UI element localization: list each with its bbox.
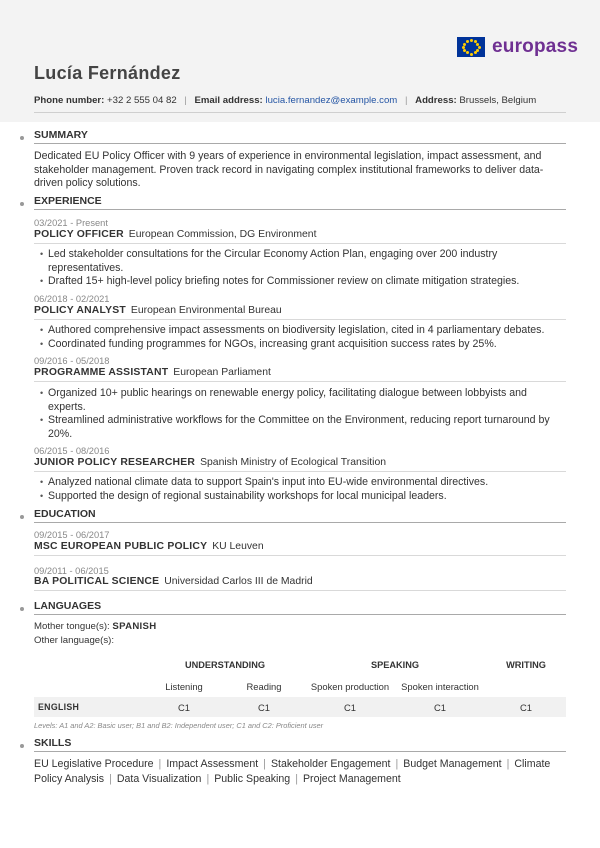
education-dates: 09/2015 - 06/2017	[34, 530, 110, 540]
skill-item: Project Management	[302, 772, 401, 785]
job-organization: European Environmental Bureau	[130, 305, 282, 316]
language-name: ENGLISH	[38, 702, 80, 712]
job-bullet: • Analyzed national climate data to support Spain's input into EU-wide environmental directives.	[40, 476, 489, 488]
section-bullet	[20, 515, 24, 519]
school-name: Universidad Carlos III de Madrid	[164, 576, 313, 587]
separator: |	[404, 95, 408, 106]
skills-list: EU Legislative Procedure | Impact Assessment | Stakeholder Engagement | Budget Management | Climate Policy Analysis | Data Visualization | Public Speaking | Project Management	[34, 758, 551, 785]
separator: |	[184, 95, 187, 106]
spoken-interaction-level: C1	[434, 702, 446, 713]
address-value: Brussels, Belgium	[459, 95, 537, 106]
job-role: PROGRAMME ASSISTANT	[34, 367, 169, 378]
job-title-row	[34, 229, 316, 240]
section-bullet	[20, 202, 24, 206]
section-divider	[34, 522, 566, 523]
writing-level: C1	[520, 702, 532, 713]
skill-item: Budget Management	[403, 758, 502, 770]
listening-header: Listening	[165, 681, 203, 692]
reading-level: C1	[258, 702, 270, 713]
address-label: Address:	[415, 95, 457, 106]
writing-header: WRITING	[506, 660, 546, 670]
education-title: EDUCATION	[34, 508, 96, 520]
phone-label: Phone number:	[34, 95, 105, 106]
degree-name: MSC EUROPEAN PUBLIC POLICY	[34, 541, 208, 552]
job-bullet: • Drafted 15+ high-level policy briefing notes for Commissioner review on climate mitigation strategies.	[40, 275, 520, 287]
speaking-header: SPEAKING	[371, 660, 419, 670]
section-bullet	[20, 744, 24, 748]
education-divider	[34, 555, 566, 556]
job-bullet: • Organized 10+ public hearings on renewable energy policy, facilitating dialogue between lobbyists and experts.	[40, 387, 527, 413]
skill-item: Climate Policy Analysis	[34, 758, 551, 785]
email-label: Email address:	[194, 95, 263, 106]
experience-title: EXPERIENCE	[34, 195, 102, 207]
education-divider	[34, 590, 566, 591]
job-dates: 06/2018 - 02/2021	[34, 294, 110, 304]
summary-title: SUMMARY	[34, 129, 88, 141]
skill-item: Impact Assessment	[166, 758, 259, 770]
education-title-row	[34, 541, 264, 552]
job-divider	[34, 471, 566, 472]
job-divider	[34, 243, 566, 244]
eu-flag-icon	[457, 37, 485, 57]
job-organization: European Commission, DG Environment	[128, 229, 317, 240]
school-name: KU Leuven	[212, 541, 264, 552]
degree-name: BA POLITICAL SCIENCE	[34, 576, 160, 587]
mother-tongue-value: SPANISH	[112, 621, 157, 632]
education-title-row	[34, 576, 313, 587]
mother-tongue-label: Mother tongue(s):	[34, 621, 110, 632]
job-title-row	[34, 367, 271, 378]
listening-level: C1	[178, 702, 190, 713]
job-bullet: • Led stakeholder consultations for the Circular Economy Action Plan, engaging over 200 industry representatives.	[40, 248, 498, 274]
section-bullet	[20, 607, 24, 611]
spoken-production-header: Spoken production	[310, 681, 390, 692]
skill-item: EU Legislative Procedure	[34, 758, 154, 770]
email-link[interactable]: lucia.fernandez@example.com	[265, 95, 398, 106]
skills-title: SKILLS	[34, 737, 72, 749]
job-bullet: • Authored comprehensive impact assessments on biodiversity legislation, cited in 4 parliamentary debates.	[40, 324, 545, 336]
job-dates: 03/2021 - Present	[34, 218, 108, 228]
job-title-row	[34, 305, 282, 316]
job-divider	[34, 319, 566, 320]
mother-tongue-row	[34, 621, 156, 632]
job-role: POLICY OFFICER	[34, 229, 124, 240]
job-role: JUNIOR POLICY RESEARCHER	[34, 457, 196, 468]
job-organization: European Parliament	[173, 367, 271, 378]
contact-row	[34, 95, 536, 106]
job-bullet: • Coordinated funding programmes for NGOs, increasing grant acquisition success rates by 25%.	[40, 338, 497, 350]
summary-text: Dedicated EU Policy Officer with 9 years of experience in environmental legislation, impact assessment, and stakeholder management. Proven track record in navigating complex institutional frameworks to deliver data-driven policy solutions.	[34, 150, 544, 190]
spoken-production-level: C1	[344, 702, 356, 713]
language-row	[34, 697, 566, 717]
job-bullet: • Streamlined administrative workflows for the Committee on the Environment, reducing report turnaround by 20%.	[40, 414, 550, 440]
section-bullet	[20, 136, 24, 140]
understanding-header: UNDERSTANDING	[185, 660, 265, 670]
reading-header: Reading	[246, 681, 282, 692]
section-divider	[34, 209, 566, 210]
education-dates: 09/2011 - 06/2015	[34, 566, 109, 576]
europass-logo	[457, 36, 578, 58]
phone-value: +32 2 555 04 82	[107, 95, 177, 106]
contact-divider	[34, 112, 566, 113]
skill-item: Data Visualization	[116, 772, 202, 785]
job-dates: 06/2015 - 08/2016	[34, 446, 110, 456]
logo-text: europass	[492, 36, 579, 57]
other-languages-label: Other language(s):	[34, 635, 114, 646]
person-name: Lucía Fernández	[34, 63, 181, 83]
levels-note: Levels: A1 and A2: Basic user; B1 and B2: Independent user; C1 and C2: Proficient user	[34, 721, 324, 730]
job-bullet: • Supported the design of regional sustainability workshops for local municipal leaders.	[40, 490, 447, 502]
languages-title: LANGUAGES	[34, 600, 102, 612]
job-divider	[34, 381, 566, 382]
spoken-interaction-header: Spoken interaction	[401, 681, 479, 692]
job-title-row	[34, 457, 386, 468]
skill-item: Stakeholder Engagement	[270, 758, 391, 770]
job-role: POLICY ANALYST	[34, 305, 126, 316]
section-divider	[34, 751, 566, 752]
skill-item: Public Speaking	[214, 772, 291, 785]
job-dates: 09/2016 - 05/2018	[34, 356, 110, 366]
section-divider	[34, 614, 566, 615]
section-divider	[34, 143, 566, 144]
job-organization: Spanish Ministry of Ecological Transition	[200, 457, 387, 468]
